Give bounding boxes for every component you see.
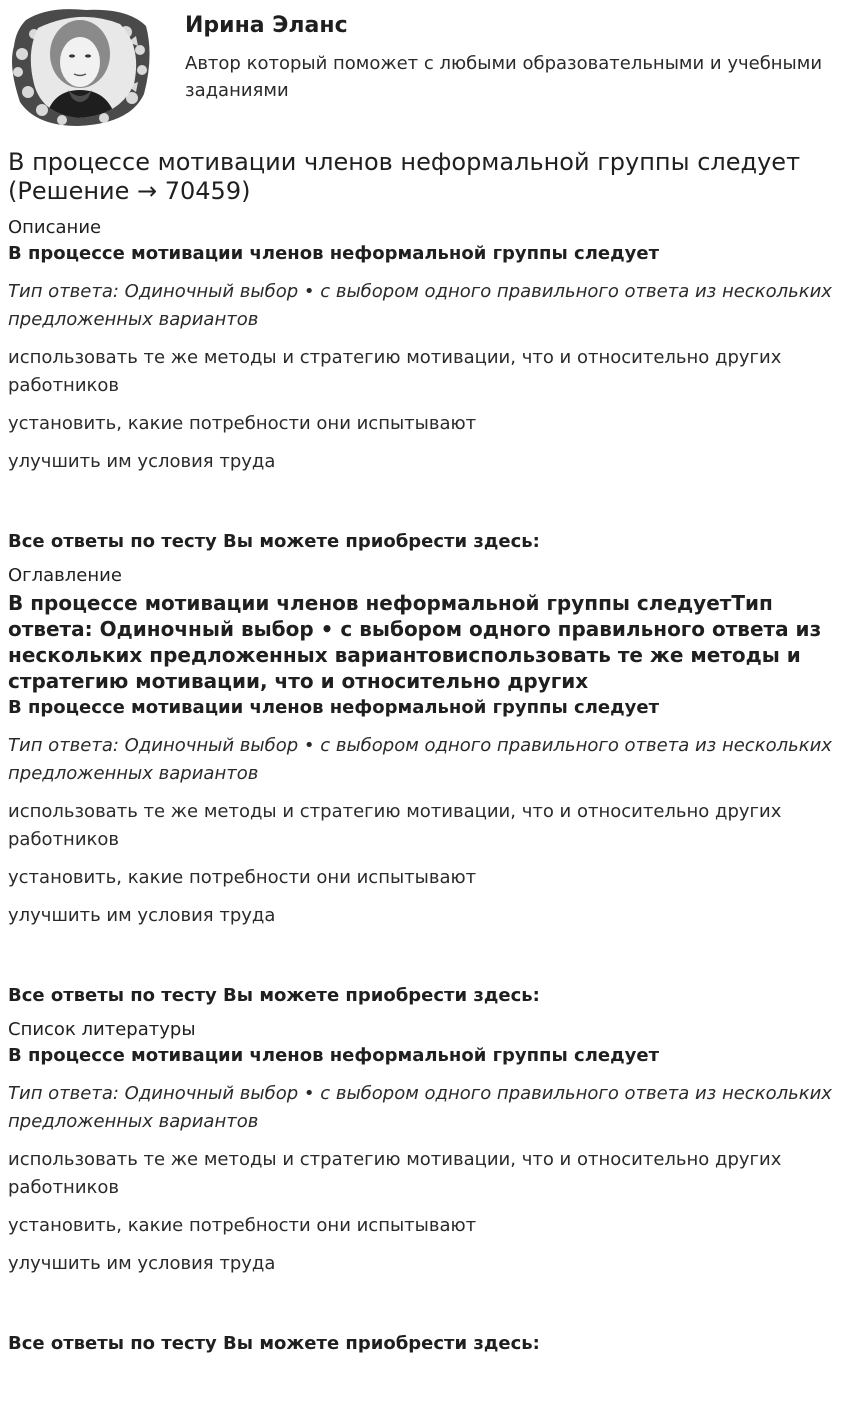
buy-answers-link[interactable]: Все ответы по тесту Вы можете приобрести здесь: xyxy=(8,1333,540,1354)
answer-type: Тип ответа: Одиночный выбор • с выбором одного правильного ответа из нескольких предложенных вариантов xyxy=(8,281,832,330)
question-title: В процессе мотивации членов неформальной группы следует xyxy=(8,697,660,718)
answer-option: установить, какие потребности они испытывают xyxy=(8,1215,477,1236)
description-section xyxy=(8,216,839,554)
answer-option: использовать те же методы и стратегию мотивации, что и относительно других работников xyxy=(8,801,782,850)
answer-option: улучшить им условия труда xyxy=(8,1253,276,1274)
references-section xyxy=(8,1018,839,1356)
author-description: Автор который поможет с любыми образовательными и учебными заданиями xyxy=(185,53,823,101)
section-label-description: Описание xyxy=(8,217,102,238)
answer-option: использовать те же методы и стратегию мотивации, что и относительно других работников xyxy=(8,1149,782,1198)
author-name[interactable]: Ирина Эланс xyxy=(185,13,348,38)
author-avatar[interactable] xyxy=(8,6,152,128)
question-title: В процессе мотивации членов неформальной группы следует xyxy=(8,1045,660,1066)
question-title: В процессе мотивации членов неформальной группы следует xyxy=(8,243,660,264)
section-label-toc: Оглавление xyxy=(8,565,122,586)
buy-answers-link[interactable]: Все ответы по тесту Вы можете приобрести здесь: xyxy=(8,985,540,1006)
answer-option: улучшить им условия труда xyxy=(8,905,276,926)
answer-type: Тип ответа: Одиночный выбор • с выбором одного правильного ответа из нескольких предложенных вариантов xyxy=(8,735,832,784)
answer-type: Тип ответа: Одиночный выбор • с выбором одного правильного ответа из нескольких предложенных вариантов xyxy=(8,1083,832,1132)
answer-option: установить, какие потребности они испытывают xyxy=(8,413,477,434)
toc-section xyxy=(8,564,839,1008)
toc-heading: В процессе мотивации членов неформальной группы следуетТип ответа: Одиночный выбор • с выбором одного правильного ответа из нескольких предложенных вариантовиспользовать те же методы и стратегию мотивации, что и относительно других xyxy=(8,591,822,693)
section-label-references: Список литературы xyxy=(8,1019,196,1040)
buy-answers-link[interactable]: Все ответы по тесту Вы можете приобрести здесь: xyxy=(8,531,540,552)
author-block xyxy=(8,0,839,140)
page-title: В процессе мотивации членов неформальной группы следует (Решение → 70459) xyxy=(8,148,801,205)
answer-option: использовать те же методы и стратегию мотивации, что и относительно других работников xyxy=(8,347,782,396)
answer-option: улучшить им условия труда xyxy=(8,451,276,472)
answer-option: установить, какие потребности они испытывают xyxy=(8,867,477,888)
